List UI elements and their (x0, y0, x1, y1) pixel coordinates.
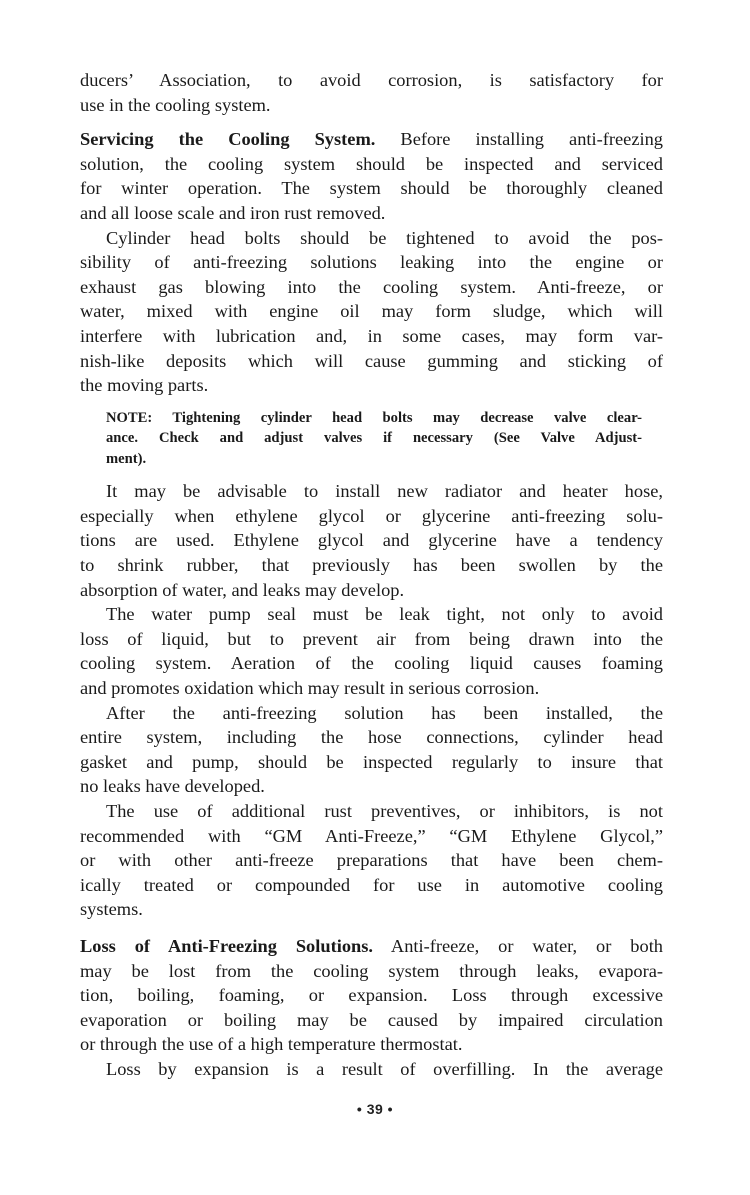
text-line: no leaks have developed. (80, 776, 265, 797)
text-line: interfere with lubrication and, in some cases, may form var- (80, 325, 663, 346)
note-block (80, 408, 663, 470)
text-line: loss of liquid, but to prevent air from being drawn into the (80, 628, 663, 649)
paragraph-radiator-hose (80, 479, 663, 602)
text-line: Loss by expansion is a result of overfilling. In the average (106, 1058, 663, 1079)
text-line: exhaust gas blowing into the cooling system. Anti-freeze, or (80, 276, 663, 297)
paragraph-servicing-cooling-system (80, 127, 663, 225)
text-line: to shrink rubber, that previously has been swollen by the (80, 555, 663, 575)
paragraph-water-pump-seal (80, 602, 663, 700)
text-line: After the anti-freezing solution has been installed, the (106, 702, 663, 723)
paragraph-after-installation (80, 701, 663, 799)
note-line: ment). (106, 450, 147, 467)
text-line: tion, boiling, foaming, or expansion. Loss through excessive (80, 985, 663, 1006)
text-line: ically treated or compounded for use in automotive cooling (80, 874, 663, 895)
text-line: recommended with “GM Anti-Freeze,” “GM Ethylene Glycol,” (80, 825, 663, 846)
text-line: cooling system. Aeration of the cooling liquid causes foaming (80, 653, 663, 674)
text-line: Loss of Anti-Freezing Solutions. Anti-freeze, or water, or both (80, 935, 663, 956)
paragraph-continuation (80, 68, 663, 117)
text-line: evaporation or boiling may be caused by impaired circulation (80, 1009, 663, 1030)
section-heading-servicing: Servicing the Cooling System. (80, 129, 376, 150)
note-line: ance. Check and adjust valves if necessary (See Valve Adjust- (106, 430, 642, 447)
text-line: and promotes oxidation which may result in serious corrosion. (80, 677, 540, 698)
text-line: especially when ethylene glycol or glycerine anti-freezing solu- (80, 505, 663, 526)
paragraph-loss-of-anti-freezing (80, 934, 663, 1057)
text-line: Cylinder head bolts should be tightened to avoid the pos- (106, 227, 663, 248)
text-line: the moving parts. (80, 375, 209, 396)
text-line: The use of additional rust preventives, or inhibitors, is not (106, 800, 663, 821)
text-line: and all loose scale and iron rust removed. (80, 202, 386, 223)
text-line: Servicing the Cooling System. Before installing anti-freezing (80, 129, 663, 150)
note-line: NOTE: Tightening cylinder head bolts may decrease valve clear- (106, 409, 642, 426)
text-line: sibility of anti-freezing solutions leaking into the engine or (80, 252, 663, 273)
text-line: for winter operation. The system should be thoroughly cleaned (80, 178, 663, 199)
text-line: or through the use of a high temperature thermostat. (80, 1034, 463, 1055)
document-page (80, 68, 663, 1081)
text-line: It may be advisable to install new radiator and heater hose, (106, 481, 663, 502)
paragraph-loss-by-expansion (80, 1057, 663, 1082)
text-line: or with other anti-freeze preparations that have been chem- (80, 850, 663, 871)
page-number: • 39 • (356, 1101, 394, 1117)
text-line: use in the cooling system. (80, 94, 271, 115)
paragraph-cylinder-head-bolts (80, 226, 663, 398)
text-line: water, mixed with engine oil may form sludge, which will (80, 301, 663, 322)
text-line: ducers’ Association, to avoid corrosion, is satisfactory for (80, 70, 663, 90)
section-heading-loss: Loss of Anti-Freezing Solutions. (80, 935, 373, 956)
text-line: The water pump seal must be leak tight, not only to avoid (106, 604, 663, 625)
text-line: absorption of water, and leaks may develop. (80, 579, 405, 600)
paragraph-rust-preventives (80, 799, 663, 922)
text-line: systems. (80, 899, 143, 920)
text-line: solution, the cooling system should be inspected and serviced (80, 153, 663, 174)
text-line: entire system, including the hose connections, cylinder head (80, 727, 663, 748)
text-line: tions are used. Ethylene glycol and glycerine have a tendency (80, 530, 663, 551)
text-line: may be lost from the cooling system through leaks, evapora- (80, 960, 663, 981)
text-line: gasket and pump, should be inspected regularly to insure that (80, 751, 663, 772)
text-line: nish-like deposits which will cause gumming and sticking of (80, 350, 663, 371)
